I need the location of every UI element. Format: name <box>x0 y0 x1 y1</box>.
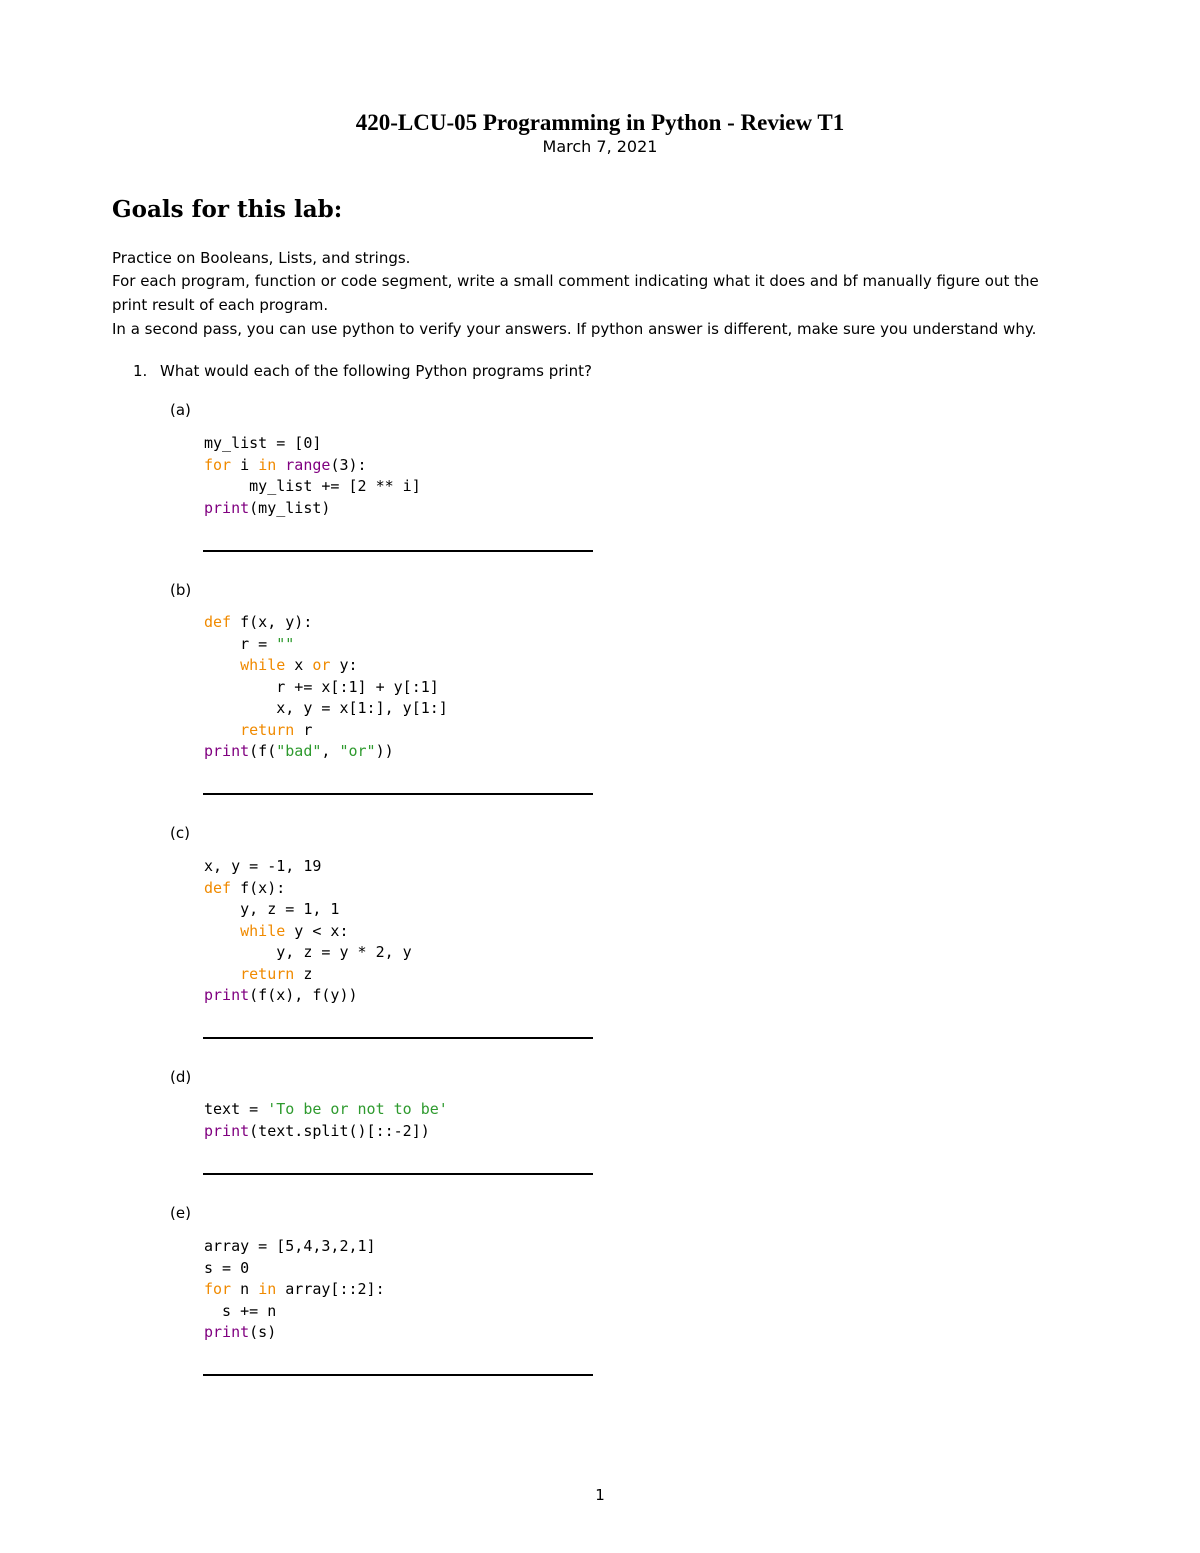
code-text: r = <box>204 634 277 653</box>
code-builtin: print <box>204 498 250 517</box>
code-text: x, y = x[1:], y[1:] <box>204 699 448 717</box>
code-line <box>204 433 421 455</box>
code-block-c <box>204 856 412 1007</box>
question-text: What would each of the following Python programs print? <box>160 362 592 380</box>
code-text: r <box>294 720 313 739</box>
code-text: n <box>231 1280 259 1298</box>
code-builtin: print <box>204 742 250 760</box>
code-line <box>204 856 412 878</box>
code-text: y, z = 1, 1 <box>204 900 340 918</box>
code-line <box>204 655 448 677</box>
code-keyword: in <box>258 455 277 474</box>
code-text: x, y = -1, 19 <box>204 857 322 875</box>
page-number: 1 <box>595 1486 605 1504</box>
code-line <box>204 677 448 699</box>
code-line <box>204 698 448 720</box>
code-text: x <box>285 656 313 674</box>
code-line <box>204 921 412 943</box>
code-line <box>204 1121 448 1143</box>
code-line <box>204 985 412 1007</box>
section-heading-goals: Goals for this lab: <box>112 196 343 223</box>
code-builtin: print <box>204 1323 250 1341</box>
part-label-d: (d) <box>170 1068 192 1086</box>
code-text: s += n <box>204 1301 277 1320</box>
code-line <box>204 1236 385 1258</box>
code-text: y, z = y * 2, y <box>204 943 412 961</box>
code-keyword: for <box>204 1280 232 1298</box>
code-text <box>204 922 240 940</box>
code-line <box>204 942 412 964</box>
code-line <box>204 720 448 742</box>
code-string: 'To be or not to be' <box>267 1100 448 1118</box>
code-keyword: while <box>240 921 286 940</box>
code-text: my_list += [2 ** i] <box>204 477 421 495</box>
code-string: "or" <box>339 742 376 760</box>
code-text: (f( <box>249 742 277 760</box>
code-block-e <box>204 1236 385 1344</box>
code-block-a <box>204 433 421 519</box>
part-label-e: (e) <box>170 1204 191 1222</box>
code-string: "bad" <box>276 742 322 760</box>
code-text: (s) <box>249 1323 277 1341</box>
goals-line-3: print result of each program. <box>112 296 329 314</box>
code-string: "" <box>276 634 295 653</box>
code-keyword: while <box>240 656 286 674</box>
part-label-c: (c) <box>170 824 190 842</box>
code-text: text = <box>204 1100 268 1118</box>
code-text: r += x[:1] + y[:1] <box>204 677 439 696</box>
code-text: (f(x), f(y)) <box>249 986 358 1004</box>
code-keyword: or <box>312 656 331 674</box>
code-line <box>204 634 448 656</box>
code-keyword: return <box>240 964 295 983</box>
code-text: )) <box>375 742 394 760</box>
code-text: (text.split()[::-2]) <box>249 1121 430 1140</box>
code-line <box>204 1322 385 1344</box>
code-keyword: def <box>204 878 232 897</box>
code-text <box>204 721 240 739</box>
code-builtin: range <box>285 455 331 474</box>
goals-line-1: Practice on Booleans, Lists, and strings. <box>112 249 411 267</box>
document-title: 420-LCU-05 Programming in Python - Review T1 <box>355 110 845 135</box>
code-text: y: <box>330 656 358 674</box>
code-line <box>204 1279 385 1301</box>
code-keyword: for <box>204 455 232 474</box>
code-keyword: in <box>258 1280 277 1298</box>
code-text: i <box>231 455 259 474</box>
code-line <box>204 476 421 498</box>
code-text <box>276 456 285 474</box>
code-text: f(x, y): <box>231 613 313 631</box>
code-line <box>204 498 421 520</box>
goals-line-2: For each program, function or code segment, write a small comment indicating what it does and bf manually figure out the <box>112 272 1039 290</box>
part-label-b: (b) <box>170 581 192 599</box>
answer-line-e <box>203 1374 593 1376</box>
code-line <box>204 1301 385 1323</box>
code-text: f(x): <box>231 878 286 897</box>
code-text <box>204 656 240 674</box>
code-line <box>204 1099 448 1121</box>
code-line <box>204 878 412 900</box>
code-line <box>204 1258 385 1280</box>
part-label-a: (a) <box>170 401 191 419</box>
goals-line-4: In a second pass, you can use python to verify your answers. If python answer is different, make sure you understand why. <box>112 320 1037 338</box>
code-line <box>204 741 448 763</box>
code-line <box>204 455 421 477</box>
code-builtin: print <box>204 986 250 1004</box>
code-text <box>204 965 240 983</box>
code-block-b <box>204 612 448 763</box>
code-line <box>204 612 448 634</box>
code-builtin: print <box>204 1121 250 1140</box>
answer-line-c <box>203 1037 593 1039</box>
code-keyword: return <box>240 720 295 739</box>
document-date: March 7, 2021 <box>542 137 658 156</box>
code-text: , <box>321 742 340 760</box>
code-text: s = 0 <box>204 1258 250 1277</box>
code-text: array[::2]: <box>276 1280 385 1298</box>
code-line <box>204 964 412 986</box>
code-text: my_list = [0] <box>204 434 322 452</box>
code-text: (3): <box>330 455 367 474</box>
answer-line-b <box>203 793 593 795</box>
code-text: z <box>294 964 313 983</box>
code-line <box>204 899 412 921</box>
code-text: (my_list) <box>249 498 331 517</box>
question-number: 1. <box>133 362 148 380</box>
answer-line-a <box>203 550 593 552</box>
code-block-d <box>204 1099 448 1142</box>
code-text: array = [5,4,3,2,1] <box>204 1237 376 1255</box>
answer-line-d <box>203 1173 593 1175</box>
code-keyword: def <box>204 613 232 631</box>
code-text: y < x: <box>285 921 349 940</box>
